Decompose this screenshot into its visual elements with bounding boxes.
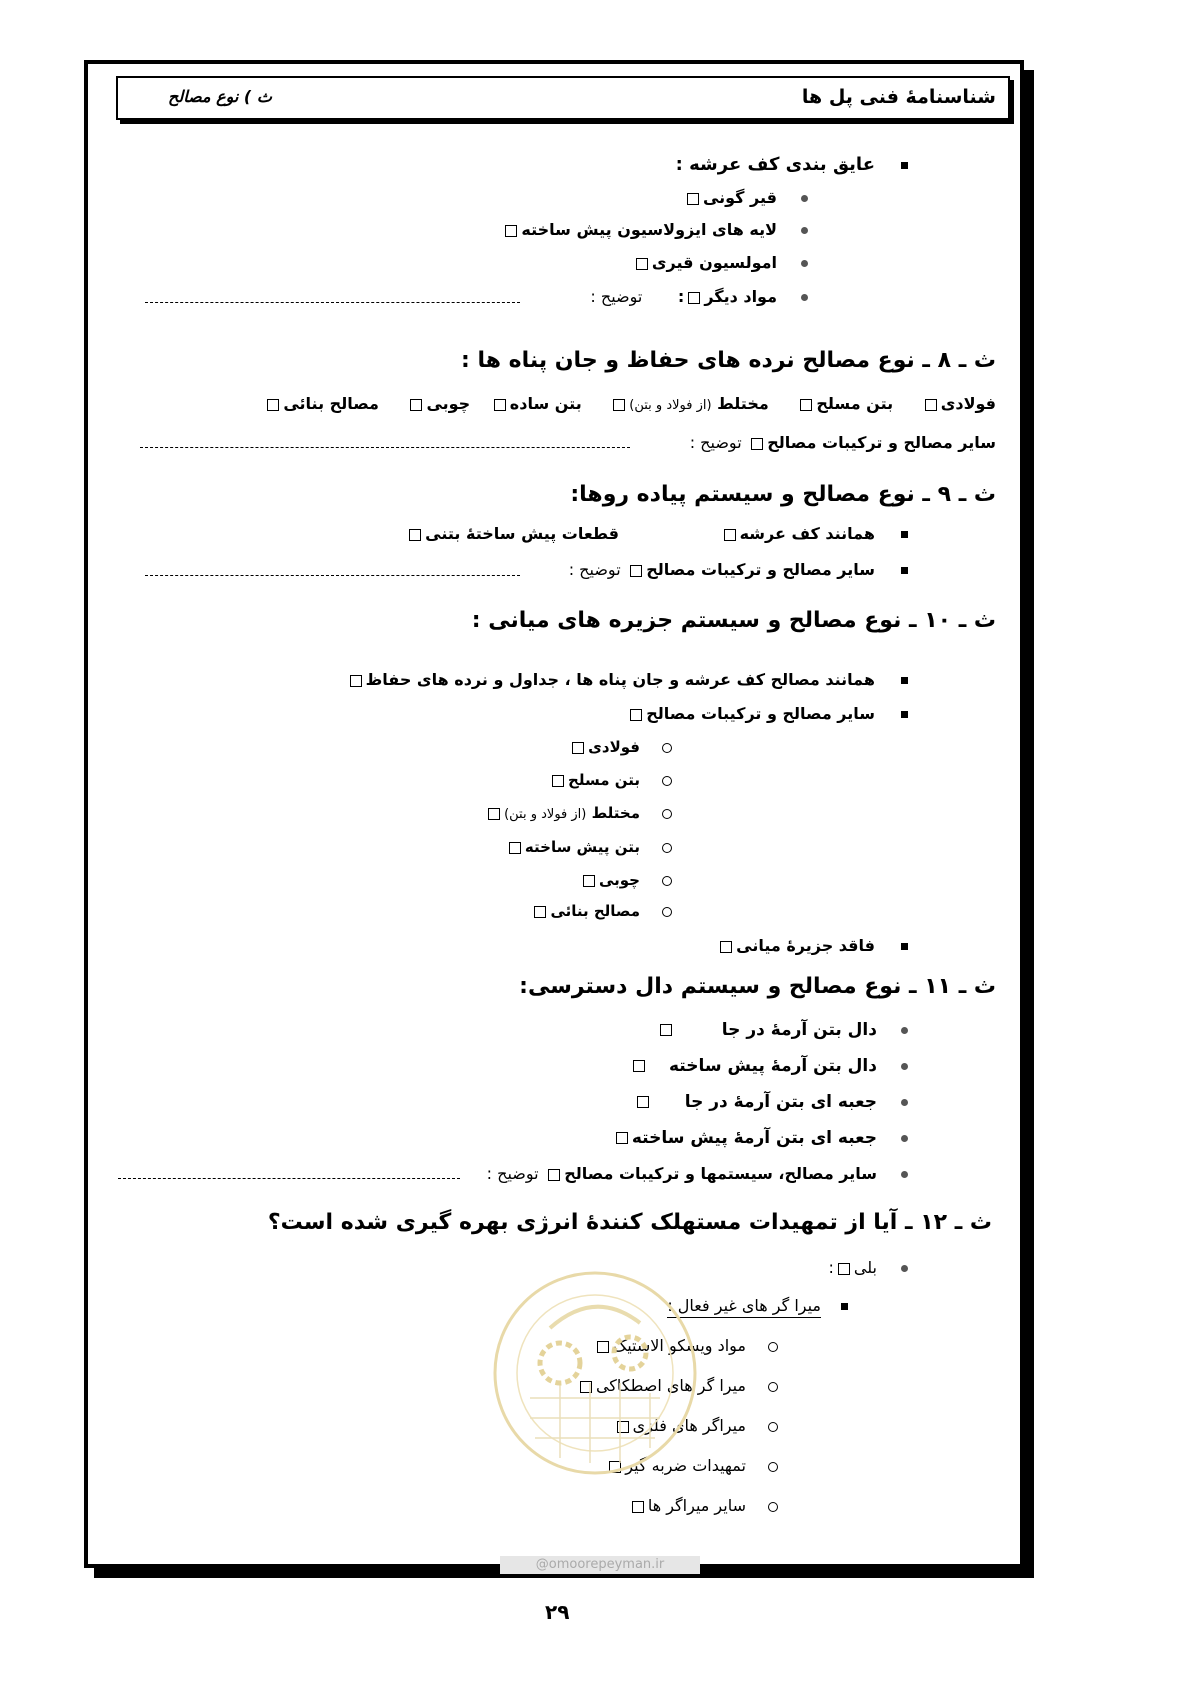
s9-desc-line[interactable] bbox=[145, 575, 520, 576]
s12-sub-4-label: تمهیدات ضربه گیر bbox=[625, 1456, 746, 1475]
s8-opt1-checkbox[interactable] bbox=[925, 399, 937, 411]
s9-opt2: قطعات پیش ساختۀ بتنی bbox=[425, 524, 619, 543]
page-number: ۲۹ bbox=[545, 1600, 570, 1624]
s7-item-2 bbox=[501, 220, 808, 239]
s10-sub5 bbox=[579, 871, 672, 889]
s8-opt2-checkbox[interactable] bbox=[800, 399, 812, 411]
bullet-icon bbox=[901, 1063, 908, 1070]
document-title: شناسنامۀ فنی پل ها bbox=[801, 86, 996, 108]
s7-item-1-checkbox[interactable] bbox=[687, 193, 699, 205]
s8-opt4: بتن ساده bbox=[509, 394, 582, 413]
square-bullet-icon bbox=[901, 567, 908, 574]
s9-options bbox=[405, 524, 908, 543]
bullet-icon bbox=[801, 227, 808, 234]
s7-item-1-label: قیر گونی bbox=[702, 188, 777, 207]
square-bullet-icon bbox=[901, 677, 908, 684]
s9-other bbox=[569, 560, 908, 579]
s11-desc-line[interactable] bbox=[118, 1178, 460, 1179]
s9-opt1-checkbox[interactable] bbox=[724, 529, 736, 541]
s10-sub6 bbox=[530, 902, 672, 920]
s7-item-3 bbox=[632, 253, 808, 272]
section-label: ث ) نوع مصالح bbox=[168, 87, 272, 106]
s9-other-checkbox[interactable] bbox=[630, 565, 642, 577]
s7-item-3-label: امولسیون قیری bbox=[651, 253, 777, 272]
s7-item-2-checkbox[interactable] bbox=[505, 225, 517, 237]
s11-other-label: سایر مصالح، سیستمها و ترکیبات مصالح bbox=[564, 1164, 877, 1183]
s11-item-3 bbox=[633, 1092, 908, 1112]
s9-desc-label: توضیح : bbox=[568, 560, 621, 579]
s12-passive-label: میرا گر های غیر فعال : bbox=[667, 1296, 821, 1318]
bullet-icon bbox=[801, 195, 808, 202]
s10-sub2-label: بتن مسلح bbox=[568, 771, 640, 789]
s9-opt2-checkbox[interactable] bbox=[409, 529, 421, 541]
circle-bullet-icon bbox=[768, 1382, 778, 1392]
s11-title: ث ـ ۱۱ ـ نوع مصالح و سیستم دال دسترسی: bbox=[519, 974, 996, 999]
s12-sub-3-label: میراگر های فلزی bbox=[632, 1416, 746, 1435]
s8-other-label: سایر مصالح و ترکیبات مصالح bbox=[767, 433, 996, 452]
s11-desc-label: توضیح : bbox=[486, 1164, 539, 1183]
s10-sub2 bbox=[548, 771, 672, 789]
s7-desc-line[interactable] bbox=[145, 302, 520, 303]
s7-desc-label: توضیح : bbox=[590, 287, 643, 306]
s11-item-1-label: دال بتن آرمۀ در جا bbox=[721, 1020, 877, 1040]
s10-opt3: فاقد جزیرۀ میانی bbox=[736, 936, 875, 955]
s8-opt3: مختلط bbox=[717, 394, 769, 413]
s10-sub6-label: مصالح بنائی bbox=[550, 902, 640, 920]
s11-item-4-checkbox[interactable] bbox=[616, 1132, 628, 1144]
s12-sub-5-label: سایر میراگر ها bbox=[647, 1496, 746, 1515]
bullet-icon bbox=[901, 1171, 908, 1178]
circle-bullet-icon bbox=[662, 843, 672, 853]
s12-sub-5-checkbox[interactable] bbox=[632, 1501, 644, 1513]
s10-opt3-checkbox[interactable] bbox=[720, 941, 732, 953]
s11-item-2 bbox=[629, 1056, 908, 1076]
s9-opt1: همانند کف عرشه bbox=[739, 524, 875, 543]
s10-sub3-label: مختلط bbox=[591, 804, 640, 822]
circle-bullet-icon bbox=[768, 1342, 778, 1352]
s7-item-3-checkbox[interactable] bbox=[636, 258, 648, 270]
s8-title: ث ـ ۸ ـ نوع مصالح نرده های حفاظ و جان پناه ها : bbox=[461, 348, 996, 373]
bullet-icon bbox=[901, 1099, 908, 1106]
s10-opt2-row bbox=[626, 704, 908, 723]
page-header bbox=[116, 76, 1010, 120]
s11-item-2-label: دال بتن آرمۀ پیش ساخته bbox=[668, 1056, 877, 1076]
s10-opt3-row bbox=[716, 936, 908, 955]
s9-other-label: سایر مصالح و ترکیبات مصالح bbox=[646, 560, 875, 579]
s10-opt1-checkbox[interactable] bbox=[350, 675, 362, 687]
s10-sub1 bbox=[568, 738, 672, 756]
circle-bullet-icon bbox=[662, 776, 672, 786]
circle-bullet-icon bbox=[662, 876, 672, 886]
s12-yes-checkbox[interactable] bbox=[838, 1263, 850, 1275]
s10-sub4-label: بتن پیش ساخته bbox=[524, 838, 640, 856]
s12-sub-2-label: میرا گر های اصطکاکی bbox=[595, 1376, 746, 1395]
s10-opt2-checkbox[interactable] bbox=[630, 709, 642, 721]
s10-opt1: همانند مصالح کف عرشه و جان پناه ها ، جداول و نرده های حفاظ bbox=[365, 670, 875, 689]
circle-bullet-icon bbox=[768, 1502, 778, 1512]
s7-other-label: مواد دیگر bbox=[704, 287, 777, 306]
s7-other: مواد دیگر: توضیح : bbox=[590, 287, 808, 306]
s8-opt5: چوبی bbox=[426, 394, 471, 413]
s10-sub5-label: چوبی bbox=[598, 871, 640, 889]
s8-opt5-checkbox[interactable] bbox=[410, 399, 422, 411]
s8-opt6: مصالح بنائی bbox=[283, 394, 379, 413]
square-bullet-icon bbox=[841, 1303, 848, 1310]
s11-item-2-checkbox[interactable] bbox=[633, 1060, 645, 1072]
s8-desc-line[interactable] bbox=[140, 447, 630, 448]
s10-sub1-checkbox[interactable] bbox=[572, 742, 584, 754]
s11-other bbox=[487, 1164, 908, 1183]
square-bullet-icon bbox=[901, 162, 908, 169]
square-bullet-icon bbox=[901, 943, 908, 950]
s12-yes-label: بلی bbox=[853, 1258, 877, 1277]
bullet-icon bbox=[801, 260, 808, 267]
s11-item-3-checkbox[interactable] bbox=[637, 1096, 649, 1108]
s8-options bbox=[263, 394, 996, 413]
s8-opt6-checkbox[interactable] bbox=[267, 399, 279, 411]
s7-other-checkbox[interactable] bbox=[688, 292, 700, 304]
s10-sub4 bbox=[505, 838, 672, 856]
s10-sub1-label: فولادی bbox=[588, 738, 640, 756]
s11-item-4-label: جعبه ای بتن آرمۀ پیش ساخته bbox=[631, 1128, 877, 1148]
s12-sub-5 bbox=[628, 1496, 778, 1515]
bullet-icon bbox=[901, 1027, 908, 1034]
s8-other bbox=[690, 433, 996, 452]
s8-opt4-checkbox[interactable] bbox=[494, 399, 506, 411]
s8-opt1: فولادی bbox=[940, 394, 996, 413]
s11-item-3-label: جعبه ای بتن آرمۀ در جا bbox=[684, 1092, 877, 1112]
circle-bullet-icon bbox=[662, 809, 672, 819]
square-bullet-icon bbox=[901, 711, 908, 718]
bullet-icon bbox=[901, 1135, 908, 1142]
s7-title-row bbox=[676, 154, 908, 175]
s10-opt1-row bbox=[346, 670, 908, 689]
s10-sub3-note: (از فولاد و بتن) bbox=[504, 807, 587, 822]
s10-opt2: سایر مصالح و ترکیبات مصالح bbox=[646, 704, 875, 723]
s10-sub2-checkbox[interactable] bbox=[552, 775, 564, 787]
square-bullet-icon bbox=[901, 531, 908, 538]
watermark-logo bbox=[490, 1268, 700, 1478]
s10-sub3 bbox=[484, 804, 672, 822]
s11-other-checkbox[interactable] bbox=[548, 1169, 560, 1181]
watermark-url: @omoorepeyman.ir bbox=[500, 1556, 700, 1574]
s10-sub5-checkbox[interactable] bbox=[583, 875, 595, 887]
s10-sub4-checkbox[interactable] bbox=[509, 842, 521, 854]
s8-desc-label: توضیح : bbox=[689, 433, 742, 452]
s12-title: ث ـ ۱۲ ـ آیا از تمهیدات مستهلک کنندۀ انرژی بهره گیری شده است؟ bbox=[267, 1210, 992, 1235]
s8-other-checkbox[interactable] bbox=[751, 438, 763, 450]
s8-opt2: بتن مسلح bbox=[816, 394, 894, 413]
s10-sub3-checkbox[interactable] bbox=[488, 808, 500, 820]
bullet-icon bbox=[901, 1265, 908, 1272]
s10-title: ث ـ ۱۰ ـ نوع مصالح و سیستم جزیره های میانی : bbox=[471, 608, 996, 633]
s11-item-4 bbox=[612, 1128, 908, 1148]
s9-title: ث ـ ۹ ـ نوع مصالح و سیستم پیاده روها: bbox=[570, 482, 996, 507]
s8-opt3-checkbox[interactable] bbox=[613, 399, 625, 411]
circle-bullet-icon bbox=[768, 1422, 778, 1432]
s8-opt3-note: (از فولاد و بتن) bbox=[629, 398, 712, 413]
circle-bullet-icon bbox=[662, 743, 672, 753]
s10-sub6-checkbox[interactable] bbox=[534, 906, 546, 918]
circle-bullet-icon bbox=[768, 1462, 778, 1472]
s7-item-2-label: لایه های ایزولاسیون پیش ساخته bbox=[521, 220, 777, 239]
circle-bullet-icon bbox=[662, 907, 672, 917]
bullet-icon bbox=[801, 294, 808, 301]
s12-yes: بلی: bbox=[829, 1258, 908, 1277]
s12-sub-1-label: مواد ویسکو الاستیک bbox=[612, 1336, 746, 1355]
s11-item-1-checkbox[interactable] bbox=[660, 1024, 672, 1036]
s7-title: عایق بندی کف عرشه : bbox=[675, 154, 875, 175]
s7-item-1 bbox=[683, 188, 808, 207]
s11-item-1 bbox=[656, 1020, 908, 1040]
